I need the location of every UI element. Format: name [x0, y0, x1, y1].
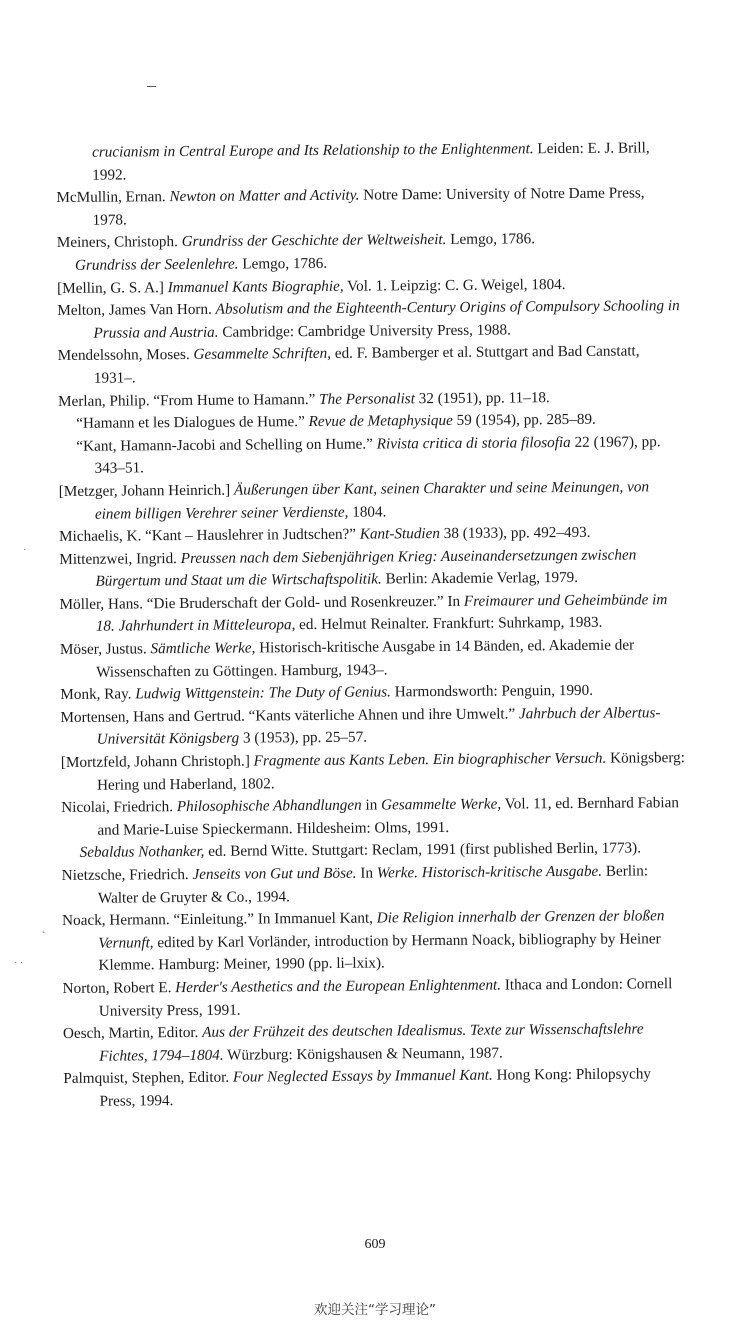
bib-text: Notre Dame: University of Notre Dame Press, 1978.: [92, 184, 645, 229]
bib-title: Rivista critica di storia filosofia: [376, 433, 571, 453]
bib-text: [Mellin, G. S. A.]: [57, 278, 168, 297]
bib-title: Fragmente aus Kants Leben. Ein biographischer Versuch.: [253, 749, 607, 770]
bib-text: Mendelssohn, Moses.: [57, 346, 194, 365]
bib-entry: [58, 340, 683, 390]
bib-entry: [61, 747, 686, 797]
bib-text: 59 (1954), pp. 285–89.: [452, 410, 596, 430]
bib-text: Nietzsche, Friedrich.: [61, 865, 193, 884]
bib-text: Königsberg: Hering und Haberland, 1802.: [96, 749, 685, 794]
bib-text: in: [361, 796, 382, 814]
bib-title: Four Neglected Essays by Immanuel Kant.: [232, 1066, 493, 1086]
bib-title: Äußerungen über Kant, seinen Charakter und seine Meinungen, von einem billigen Verehrer seiner Verdienste,: [94, 478, 650, 523]
bib-text: edited by Karl Vorländer, introduction by Hermann Noack, bibliography by Heiner Klemme. Hamburg: Meiner, 1990 (pp. li–lxix).: [98, 930, 661, 975]
bib-title: Jenseits von Gut und Böse.: [192, 864, 357, 883]
bib-title: Jahrbuch der Albertus-Universität Königsberg: [96, 704, 661, 749]
bib-title: The Personalist: [319, 389, 415, 408]
bib-text: [Mortzfeld, Johann Christoph.]: [60, 752, 254, 772]
bib-text: In: [356, 864, 377, 882]
bib-entry: [62, 905, 688, 978]
bib-title: Herder's Aesthetics and the European Enlightenment.: [175, 976, 502, 997]
bib-entry: [57, 295, 682, 345]
bib-title: Ludwig Wittgenstein: The Duty of Genius.: [135, 683, 392, 703]
bib-entry: [63, 973, 688, 1023]
bib-title: Freimaurer und Geheimbünde im 18. Jahrhundert in Mitteleuropa,: [95, 591, 668, 636]
bib-text: Cambridge: Cambridge University Press, 1988.: [218, 321, 511, 341]
bib-text: 22 (1967), pp. 343–51.: [94, 432, 661, 478]
bib-entry: [60, 589, 685, 639]
bib-entry: [61, 792, 686, 842]
bib-entry: [60, 702, 685, 752]
bib-text: Michaelis, K. “Kant – Hauslehrer in Judtschen?”: [59, 525, 360, 546]
bib-text: Merlan, Philip. “From Hume to Hamann.”: [57, 390, 320, 410]
bib-text: ed. Bernd Witte. Stuttgart: Reclam, 1991 (first published Berlin, 1773).: [204, 839, 642, 861]
bib-title: Immanuel Kants Biographie,: [167, 277, 344, 296]
bib-text: Noack, Hermann. “Einleitung.” In Immanuel Kant,: [62, 909, 377, 930]
bib-text: “Hamann et les Dialogues de Hume.”: [76, 413, 309, 432]
bib-title: Gesammelte Werke,: [381, 795, 502, 814]
bib-title: Grundriss der Geschichte der Weltweisheit.: [181, 231, 447, 251]
bib-text: Harmondsworth: Penguin, 1990.: [390, 682, 594, 701]
bib-text: ed. Helmut Reinalter. Frankfurt: Suhrkamp, 1983.: [295, 614, 603, 634]
bib-entry: [62, 860, 687, 910]
bib-title: Philosophische Abhandlungen: [176, 796, 362, 816]
bib-title: Die Religion innerhalb der Grenzen der bloßen Vernunft,: [98, 907, 665, 952]
bib-text: Ithaca and London: Cornell University Press, 1991.: [98, 975, 673, 1020]
margin-dot: ˛: [42, 923, 46, 934]
bib-text: Vol. 1. Leipzig: C. G. Weigel, 1804.: [343, 275, 566, 295]
bib-text: Melton, James Van Horn.: [57, 300, 216, 320]
bib-title: Sämtliche Werke,: [150, 639, 256, 658]
bib-title: Aus der Frühzeit des deutschen Idealismus. Texte zur Wissenschaftslehre Fichtes, 1794–1804.: [99, 1020, 644, 1065]
bibliography-list: [56, 137, 689, 1113]
bib-text: Berlin: Walter de Gruyter & Co., 1994.: [97, 862, 649, 907]
bib-entry: [63, 1063, 688, 1113]
bib-title: Grundriss der Seelenlehre.: [74, 255, 239, 274]
bib-text: Berlin: Akademie Verlag, 1979.: [381, 569, 579, 588]
bib-title: Sebaldus Nothanker,: [79, 843, 205, 862]
bib-title: Absolutism and the Eighteenth-Century Origins of Compulsory Schooling in Prussia and Austria.: [93, 297, 680, 342]
bib-text: 3 (1953), pp. 25–57.: [239, 729, 368, 748]
bib-entry: [58, 431, 683, 481]
bib-text: Lemgo, 1786.: [238, 254, 328, 273]
margin-dot: · ·: [14, 958, 24, 969]
bib-title: crucianism in Central Europe and Its Relationship to the Enlightenment.: [92, 140, 534, 161]
bib-text: Historisch-kritische Ausgabe in 14 Bänden, ed. Akademie der Wissenschaften zu Göttingen. Hamburg, 1943–.: [96, 636, 635, 681]
bib-text: 1804.: [348, 502, 387, 521]
bib-text: Meiners, Christoph.: [56, 233, 182, 252]
bib-text: Möller, Hans. “Die Bruderschaft der Gold- und Rosenkreuzer.” In: [59, 592, 464, 613]
bib-text: Leiden: E. J. Brill, 1992.: [92, 139, 650, 184]
bib-text: Mortensen, Hans and Gertrud. “Kants väterliche Ahnen und ihre Umwelt.”: [60, 705, 520, 726]
bib-entry: [60, 634, 685, 684]
bib-text: Vol. 11, ed. Bernhard Fabian and Marie-Luise Spieckermann. Hildesheim: Olms, 1991.: [97, 794, 679, 839]
bib-text: Möser, Justus.: [59, 640, 151, 659]
bib-title: Kant-Studien: [359, 525, 441, 543]
bib-entry: [56, 137, 681, 187]
bib-text: McMullin, Ernan.: [56, 188, 170, 207]
bib-text: Mittenzwei, Ingrid.: [59, 549, 181, 568]
bib-title: Gesammelte Schriften,: [193, 345, 332, 364]
bib-text: Monk, Ray.: [60, 685, 136, 704]
bib-text: “Kant, Hamann-Jacobi and Schelling on Hume.”: [76, 435, 377, 455]
bib-text: Nicolai, Friedrich.: [61, 798, 177, 817]
bib-title: Revue de Metaphysique: [308, 412, 453, 431]
bib-text: Norton, Robert E.: [62, 979, 176, 997]
bib-entry: [63, 1018, 688, 1068]
bib-title: Werke. Historisch-kritische Ausgabe.: [376, 862, 603, 882]
bib-entry: [56, 182, 681, 232]
bib-text: Lemgo, 1786.: [446, 230, 536, 249]
bib-entry: [59, 476, 684, 526]
watermark-text: 欢迎关注“学习理论”: [314, 1302, 436, 1318]
bib-text: Hong Kong: Philopsychy Press, 1994.: [99, 1065, 652, 1110]
bib-entry: [59, 544, 684, 594]
bib-text: 38 (1933), pp. 492–493.: [439, 523, 591, 543]
page-number: 609: [364, 1237, 386, 1252]
bib-text: 32 (1951), pp. 11–18.: [414, 388, 550, 407]
stray-mark: [147, 86, 156, 87]
bib-text: Palmquist, Stephen, Editor.: [63, 1068, 234, 1088]
bib-text: ed. F. Bamberger et al. Stuttgart and Bad Canstatt, 1931–.: [93, 342, 640, 387]
bib-title: Newton on Matter and Activity.: [169, 186, 360, 206]
bib-text: [Metzger, Johann Heinrich.]: [58, 481, 235, 500]
bib-title: Preussen nach dem Siebenjährigen Krieg: Auseinandersetzungen zwischen Bürgertum und Staat um die Wirtschaftspolitik.: [95, 546, 637, 590]
bib-text: Oesch, Martin, Editor.: [62, 1024, 203, 1043]
margin-dot: ·: [23, 545, 27, 556]
bib-text: Würzburg: Königshausen & Neumann, 1987.: [223, 1044, 503, 1064]
